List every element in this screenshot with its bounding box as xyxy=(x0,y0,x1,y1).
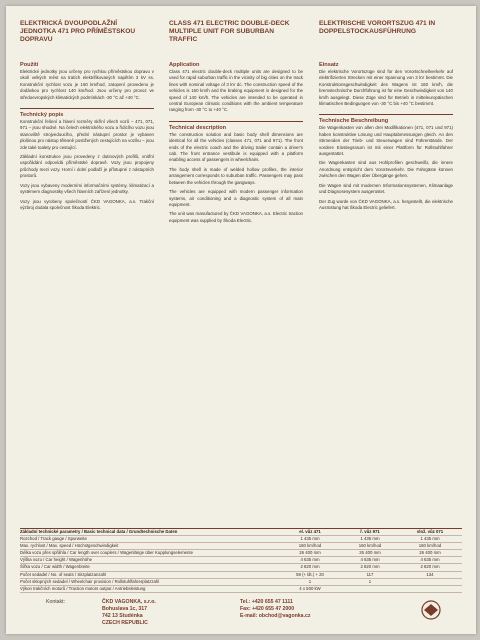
technical-data-table xyxy=(20,528,462,593)
table-cell: 4 635 mm xyxy=(300,557,320,563)
table-cell: 2 820 mm xyxy=(420,564,440,570)
table-cell: Výška vozu / Car height / Wagenhöhe xyxy=(20,557,92,563)
contact-address xyxy=(102,599,156,627)
table-cell: 134 xyxy=(426,571,434,577)
email-link[interactable]: E-mail: obchod@vagonka.cz xyxy=(240,613,311,619)
tech-paragraph: The construction solution and basic body shell dimensions are identical for all the vehicles (classes 471, 071 and 971). The front ends of the electric coach and the driving trailer contain a driver's cab. The front entrance vestibule is equipped with a platform enabling access of passengers in wheelchairs. xyxy=(169,131,303,163)
phone-number: Tel.: +420 655 47 1111 xyxy=(240,599,293,605)
table-header-cell: Základní technické parametry / Basic technical data / Grundtechnische Daten xyxy=(20,529,178,534)
tech-paragraph: Vozy jsou vybaveny moderními informačními systémy, klimatizací a systémem diagnostiky všech hlavních zařízení jednotky. xyxy=(20,182,154,195)
contact-block xyxy=(20,596,462,626)
tech-heading: Technische Beschreibung xyxy=(319,118,389,125)
table-cell: 1 xyxy=(308,578,312,584)
table-cell: 160 km/hod xyxy=(298,543,322,549)
use-text: Die elektrische Vorortszüge sind für den Vorortschnellverkehr auf elektrifizierten Strecken mit einer Spannung von 3 kV bestimmt. Die Konstruktionsgeschwindigkeit des Wagens ist 160 km/h, die bremstechnische Durchführung ist für eine Geschwindigkeit von 140 km/h ausgelegt. Diese Züge sind für Betrieb in mitteleuropäischen klimatischen Bedingungen von -30 °C bis +40 °C bestimmt. xyxy=(319,69,453,107)
table-row xyxy=(20,543,462,550)
column-title: ELEKTRISCHE VORORTSZUG 471 IN DOPPELSTOCKAUSFÜHRUNG xyxy=(319,20,436,35)
table-header-cell: el. vůz 471 xyxy=(299,529,321,534)
tech-paragraph: Die Wagen sind mit modernen Informationssystemen, Klimaanlage und Diagnosesystem ausgerüstet. xyxy=(319,182,453,195)
address-line: Bohuslava 1c, 317 xyxy=(102,606,147,612)
table-cell: 117 xyxy=(366,571,374,577)
table-cell: 1 xyxy=(368,578,372,584)
table-cell: 2 820 mm xyxy=(300,564,320,570)
table-cell: 160 km/hod xyxy=(358,543,382,549)
use-text: Class 471 electric double-deck multiple units are designed to be used for rapid suburban traffic in the vicinity of big cities on the track lines with nominal voltage of 3 kV dc. The construction speed of the vehicles is 160 km/h and the braking equipment is designed for the speed of 140 km/h. The vehicles are intended to be operated in central European climatic conditions with the ambient temperature ranging from -30 °C to +40 °C. xyxy=(169,69,303,113)
use-heading: Einsatz xyxy=(319,62,339,68)
table-cell: Max. rychlost / Max. speed / Höchstgeschwindigkeit xyxy=(20,543,119,549)
column-czech xyxy=(20,20,154,214)
table-cell: 26 400 mm xyxy=(419,550,441,556)
table-row xyxy=(20,586,462,593)
table-cell xyxy=(340,586,400,592)
table-cell: 59 (+ tilt.) + 20 xyxy=(296,571,324,577)
section-divider xyxy=(169,121,303,122)
tech-paragraph: Základní konstrukce jsou provedeny z dutinových profilů, vnitřní uspořádání odpovídá příměstské dopravě. Vozy jsou propojeny průchody mezi vozy. Horní i dolní podlaží je přístupné z nástupních prostorů. xyxy=(20,154,154,179)
table-row xyxy=(20,550,462,557)
tech-heading: Technický popis xyxy=(20,112,64,119)
table-cell: Počet sedadel / No. of seats / Sitzplatzanzahl xyxy=(20,571,107,577)
column-title: ELEKTRICKÁ DVOUPODLAŽNÍ JEDNOTKA 471 PRO PŘÍMĚSTSKOU DOPRAVU xyxy=(20,20,136,43)
table-row xyxy=(20,572,462,579)
table-cell: 1 435 mm xyxy=(420,536,440,542)
tech-paragraph: The body shell is made of welded hollow profiles, the interior arrangement corresponds to suburban traffic. Passengers may pass between the vehicles through the gangways. xyxy=(169,166,303,185)
tech-paragraph: The unit was manufactured by ČKD VAGONKA, a.s. Electric traction equipment was supplied by Škoda Electric. xyxy=(169,211,303,223)
table-cell: Délka vozu přes spřáhla / Car length over couplers / Wagenlänge über Kupplungselemente xyxy=(20,550,194,556)
address-line: 742 13 Studénka xyxy=(102,613,143,619)
contact-details xyxy=(240,599,311,620)
address-line: ČKD VAGONKA, s.r.o. xyxy=(102,599,156,605)
table-cell: Počet sklopných sedadel / Wheelchair provision / Rollstuhlfahrerplatzzahl xyxy=(20,578,160,584)
company-logo-icon xyxy=(416,599,446,621)
tech-paragraph: The vehicles are equipped with modern passenger information systems, air conditioning and a diagnostic system of all main equipment. xyxy=(169,189,303,207)
table-cell: 4 x 500 kW xyxy=(299,585,321,591)
column-english xyxy=(169,20,303,227)
fax-number: Fax: +420 655 47 2000 xyxy=(240,606,295,612)
table-cell: Rozchod / Track gauge / Spurweite xyxy=(20,536,87,542)
use-heading: Application xyxy=(169,62,200,68)
table-cell: 26 400 mm xyxy=(359,550,381,556)
column-title: CLASS 471 ELECTRIC DOUBLE-DECK MULTIPLE UNIT FOR SUBURBAN TRAFFIC xyxy=(169,20,290,43)
table-cell: 1 435 mm xyxy=(360,536,380,542)
table-row xyxy=(20,579,462,586)
use-heading: Použití xyxy=(20,62,39,68)
table-cell: Výkon trakčních motorů / Traction motors output / Antriebsleistung xyxy=(20,585,146,591)
table-header-cell: vlož. vůz 071 xyxy=(416,529,444,534)
section-divider xyxy=(20,108,154,109)
table-row xyxy=(20,564,462,571)
table-cell: 26 400 mm xyxy=(299,550,321,556)
tech-paragraph: Vozy jsou vyrobeny společností ČKD VAGONKA, a.s. Trakční výzbroj dodala společnost Škoda Elektric. xyxy=(20,198,154,210)
table-header-cell: ř. vůz 971 xyxy=(360,529,380,534)
table-cell: 4 635 mm xyxy=(420,557,440,563)
tech-paragraph: Der Zug wurde von ČKD VAGONKA, a.s. hergestellt, die elektrische Ausrüstung hat Škoda Electric geliefert. xyxy=(319,198,453,210)
table-row xyxy=(20,536,462,543)
table-header-row xyxy=(20,529,462,536)
column-german xyxy=(319,20,453,214)
tech-paragraph: Die Wagenkasten sind aus Hohlprofilen geschweißt, die innere Anordnung entspricht dem Vorortsverkehr. Die Fahrgäste können zwischen den Wagen über Übergänge gehen. xyxy=(319,160,453,179)
section-divider xyxy=(319,114,453,115)
tech-paragraph: Konstrukční řešení a hlavní rozměry skříní všech vozů – 471, 071, 971 – jsou shodné. Na čelech elektrického vozu a řídicího vozu jsou stanoviště strojvedoucího, přední nástupní prostor je vybaven plošinou pro nástup tělesně postižených cestujících na vozíku – jsou zde také toalety pro cestující. xyxy=(20,119,154,150)
tech-heading: Technical description xyxy=(169,124,227,131)
table-cell: 160 km/hod xyxy=(418,543,442,549)
contact-label: Kontakt: xyxy=(46,599,66,605)
table-cell: 1 435 mm xyxy=(300,536,320,542)
table-cell: 4 635 mm xyxy=(360,557,380,563)
use-text: Elektrické jednotky jsou určeny pro rychlou příměstskou dopravu v okolí velkých měst na tratích elektrifikovaných napětím 3 kV ss. Konstrukční rychlost vozu je 160 km/hod, zatopení provedeno je dodávkou pro rychlost 140 km/hod. Jsou určeny pro provoz ve středoevropských klimatických podmínkách -30 °C až +40 °C. xyxy=(20,69,154,100)
address-line: CZECH REPUBLIC xyxy=(102,620,148,626)
table-cell: 2 820 mm xyxy=(360,564,380,570)
table-cell: Šířka vozu / Car width / Wagenbreite xyxy=(20,564,90,570)
table-row xyxy=(20,557,462,564)
tech-paragraph: Die Wagenkasten von allen drei Modifikationen (471, 071 und 971) haben konstruktive Lösung und Hauptabmessungen gleich. An den Stirnenden der Trieb- und Steuerwagen sind Führerstände. Der vordere Einstiegsraum ist mit einer Plattform für Rollstuhlfahrer ausgestattet. xyxy=(319,125,453,157)
brochure-page xyxy=(6,6,476,634)
table-cell xyxy=(400,586,460,592)
table-cell xyxy=(400,579,460,585)
